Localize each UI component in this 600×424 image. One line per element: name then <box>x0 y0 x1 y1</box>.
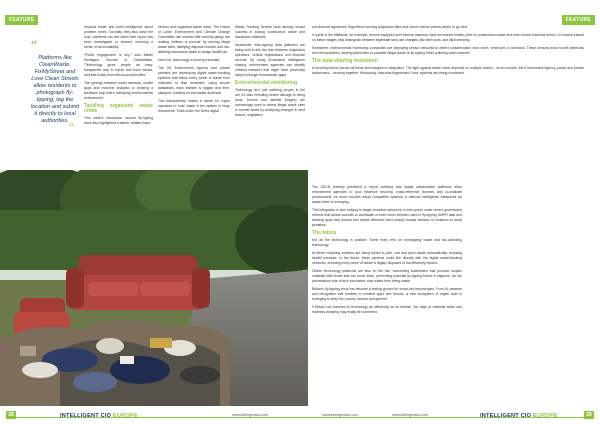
paragraph: “Public engagement is key,” said Martin Montague, founder of CleanWaste. “Technology gives people an easy, transparent way to report and track issues, and that builds trust with local authorities.” <box>84 53 153 77</box>
url-right: www.intelligentcio.com <box>392 413 429 417</box>
url-left: www.intelligentcio.com <box>232 413 269 417</box>
paragraph: AI-driven recycling systems are being tested to pick, sort and price waste automatically, reducing landfill pressure. In the future, these systems could link directly with the digital waste-tracking networks, ensuring every tonne of waste is legally disposed of but efficiently reused. <box>312 251 462 265</box>
page-number-right: 29 <box>584 411 594 419</box>
photo-illustration <box>0 170 308 406</box>
page-footer <box>0 406 600 424</box>
section-heading: The future <box>312 230 337 236</box>
column-2 <box>158 25 230 117</box>
brand-left-region: EUROPE <box>112 413 138 419</box>
column-5 <box>312 185 462 318</box>
paragraph: If Britain can harness its technology as effectively as its rubbish, the days of roadside sofas and mattress dumping may finally be numbered. <box>312 305 462 314</box>
feature-tag-right: FEATURE <box>562 15 595 25</box>
column-1 <box>84 25 153 129</box>
paragraph: Waste Tracking Service have already shown success in tracing construction waste and hazardous materials. <box>235 25 305 39</box>
page-number-left: 28 <box>6 411 16 419</box>
brand-right-region: EUROPE <box>532 413 558 419</box>
feature-tag-left: FEATURE <box>5 15 38 25</box>
brand-right-name: INTELLIGENT CIO <box>480 413 533 419</box>
paragraph: This integration is also helping to target remedial resources: a new power under recent government reforms that allows councils to confiscate or even crush vehicles used in fly-tipping. ANPR data and tracking apps help ensure that repeat offenders don’t simply change vehicles or locations to avoid penalties. <box>312 208 462 227</box>
paragraph: Technology isn’t just catching people in the act; it’s also revealing where damage is being done. Drones and satellite imagery are increasingly used to detect illegal waste sites in remote areas by analysing changes in land texture, vegetation <box>235 88 305 117</box>
paragraph: The synergy between smart cameras, mobile apps and machine analytics is creating a feedback loop that’s reshaping environmental enforcement. <box>84 81 153 100</box>
paragraph: This transparency makes it harder for rogue operators to ‘lose’ waste in the system or forge documents. Trials under the Defra digital <box>158 99 230 113</box>
section-heading: The data-sharing revolution <box>312 58 378 64</box>
paragraph: Not all the technology is positive. Some fears rest on overlapping waste and tax-collecting technology. <box>312 238 462 247</box>
quote-open-icon: “ <box>30 39 38 55</box>
column-3 <box>235 25 305 121</box>
paragraph: Britain’s fly-tipping crisis has become a testing ground for smart-city technologies. From AI cameras and recognition that enables to criminal apps and drones, a new ecosystem of digital tools is emerging to keep the country cleaner and greener. <box>312 287 462 301</box>
url-left-2: www.intelligentcio.com <box>322 413 359 417</box>
section-heading: Tackling organised waste crime <box>84 103 153 114</box>
pull-quote <box>30 39 80 134</box>
paragraph: The OECD recently published a report outlining how digital collaboration platforms allow enforcement agencies to pool evidence securely, cross-reference licences and co-ordinate prosecutions. As more councils adopt compatible systems, a national intelligence framework for waste crime is emerging. <box>312 185 462 204</box>
paragraph: Meanwhile, inter-agency data platforms are being built to link the dots between suspicious operators, vehicle registrations and financial records. By using AI-assisted intelligence sharing, enforcement agencies can identify criminal networks that might have previously slipped through bureaucratic gaps. <box>235 43 305 77</box>
brand-right <box>480 413 558 419</box>
paragraph: Citizen technology platforms are also on the rise, connecting businesses that produce surplus materials with those that can reuse them, preventing potential fly-tipping before it happens. It’s the preventative side of tech innovation: stop waste from being waste. <box>312 269 462 283</box>
paragraph: serious and organised waste crime. The House of Lords’ Environment and Climate Change Committee has warned that criminal gangs are making ‘millions of pounds’ by running illegal waste sites, falsifying disposal records and mis-labelling hazardous waste to dodge landfill tax. <box>158 25 230 54</box>
sofa <box>66 255 210 310</box>
paragraph: Elsewhere, environmental monitoring companies are deploying sensor networks to detect contamination near rivers, reservoirs or farmland. These sensors track runoff chemicals and microparticles, alerting authorities to possible illegal waste or fly-tipping that’s polluting water sources. <box>312 46 584 55</box>
brand-left-name: INTELLIGENT CIO <box>60 413 113 419</box>
column-4 <box>312 25 584 79</box>
paragraph: This week’s discussion around fly-tipping have also highlighted a darker, related issue: <box>84 116 153 125</box>
quote-close-icon: ” <box>68 123 74 134</box>
brand-left <box>60 413 138 419</box>
paragraph: In parts of the Midlands, for example, drones equipped with thermal cameras have uncovered hidden piles of construction waste and even buried chemical drums. AI models trained on these images help distinguish between legitimate land use changes, like farm work, and illicit dumping. <box>312 33 584 42</box>
paragraph: A recurring theme across all these technologies is integration. The fight against waste crime depends on multiple bodies – local councils, the Environment Agency, police and private landowners – working together. Historically, data was fragmented. Now, systems are being connected. <box>312 66 584 75</box>
pull-quote-text: Platforms like CleanWaste, FixMyStreet and Love Clean Streets allow residents to photograph fly-tipping, tag the location and submit it directly to local authorities. <box>30 55 80 124</box>
paragraph: Here too, technology is proving essential. <box>158 58 221 62</box>
fly-tipping-photo <box>0 170 308 406</box>
paragraph: respond faster and build intelligence about problem zones. Crucially, they also close the loop: residents can see when their report has been investigated or cleared, restoring a sense of accountability. <box>84 25 153 49</box>
paragraph: The UK Environment Agency and private partners are developing digital waste-tracking systems that follow every tonne of waste from collection to final treatment. Using secure databases, each transfer is logged and time-stamped, creating an immutable audit trail. <box>158 66 230 95</box>
paragraph: and thermal signatures. Algorithms can flag suspicious sites and inform human patrols where to go next. <box>312 25 469 29</box>
section-heading: Environmental monitoring <box>235 80 298 86</box>
